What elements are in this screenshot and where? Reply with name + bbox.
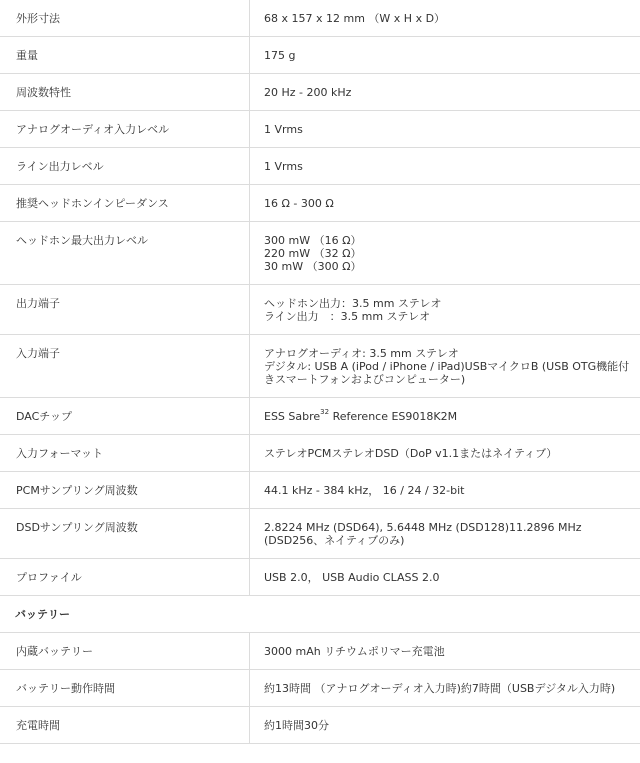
spec-value [250,633,640,670]
spec-value-line: 30 mW （300 Ω） [264,260,362,273]
spec-value [250,285,640,335]
spec-row [0,111,640,148]
spec-value-line: 20 Hz - 200 kHz [264,86,352,99]
spec-value-line: 68 x 157 x 12 mm （W x H x D） [264,12,446,25]
spec-label: 外形寸法 [0,0,250,37]
spec-value-line: ヘッドホン出力：3.5 mm ステレオ [264,297,442,310]
spec-row [0,222,640,285]
spec-value-line: 44.1 kHz - 384 kHz， 16 / 24 / 32-bit [264,484,465,497]
spec-row [0,670,640,707]
spec-value-line: ライン出力 ：3.5 mm ステレオ [264,310,431,323]
spec-label: ライン出力レベル [0,148,250,185]
spec-value [250,509,640,559]
spec-value [250,335,640,398]
spec-value [250,185,640,222]
spec-value [250,37,640,74]
spec-value [250,111,640,148]
spec-value [250,559,640,596]
spec-value-line: 16 Ω - 300 Ω [264,197,334,210]
spec-value-line: 1 Vrms [264,123,303,136]
spec-row [0,37,640,74]
spec-value [250,472,640,509]
spec-row [0,74,640,111]
spec-value-line: アナログオーディオ: 3.5 mm ステレオ [264,347,459,360]
spec-row [0,148,640,185]
spec-value-line: 300 mW （16 Ω） [264,234,362,247]
spec-label: バッテリー動作時間 [0,670,250,707]
spec-label: 入力端子 [0,335,250,398]
spec-value [250,435,640,472]
spec-label: 重量 [0,37,250,74]
spec-label: ヘッドホン最大出力レベル [0,222,250,285]
dac-brand: ESS Sabre [264,410,321,423]
spec-value-line: 1 Vrms [264,160,303,173]
spec-value [250,707,640,744]
spec-value-line: 220 mW （32 Ω） [264,247,362,260]
spec-value [250,74,640,111]
spec-row [0,509,640,559]
spec-row [0,0,640,37]
spec-row [0,335,640,398]
dac-superscript: 32 [320,408,330,416]
spec-value-line: 約1時間30分 [264,719,329,732]
spec-value [250,222,640,285]
spec-label: DSDサンプリング周波数 [0,509,250,559]
spec-label: 推奨ヘッドホンインピーダンス [0,185,250,222]
spec-label: PCMサンプリング周波数 [0,472,250,509]
spec-value [250,148,640,185]
spec-row [0,435,640,472]
spec-row [0,633,640,670]
spec-label: プロファイル [0,559,250,596]
spec-value-line: デジタル: USB A (iPod / iPhone / iPad)USBマイクロB (USB OTG機能付きスマートフォンおよびコンピューター) [264,360,630,386]
spec-label: 周波数特性 [0,74,250,111]
spec-row [0,185,640,222]
section-title: バッテリー [0,596,640,633]
spec-value-line: 175 g [264,49,296,62]
spec-value-line: 約13時間 （アナログオーディオ入力時)約7時間（USBデジタル入力時) [264,682,616,695]
spec-label: 出力端子 [0,285,250,335]
spec-value [250,398,640,435]
section-header-row [0,596,640,633]
spec-value-line: USB 2.0， USB Audio CLASS 2.0 [264,571,440,584]
spec-row [0,285,640,335]
spec-value-line: ステレオPCMステレオDSD（DoP v1.1またはネイティブ） [264,447,558,460]
spec-value-line: 2.8224 MHz (DSD64), 5.6448 MHz (DSD128)11.2896 MHz (DSD256、ネイティブのみ) [264,521,582,547]
spec-label: DACチップ [0,398,250,435]
dac-model: Reference ES9018K2M [329,410,458,423]
spec-label: アナログオーディオ入力レベル [0,111,250,148]
spec-label: 内蔵バッテリー [0,633,250,670]
spec-label: 入力フォーマット [0,435,250,472]
spec-value [250,0,640,37]
spec-row [0,707,640,744]
spec-row [0,559,640,596]
spec-row [0,472,640,509]
spec-row [0,398,640,435]
spec-label: 充電時間 [0,707,250,744]
spec-value-line: 3000 mAh リチウムポリマー充電池 [264,645,445,658]
spec-value [250,670,640,707]
